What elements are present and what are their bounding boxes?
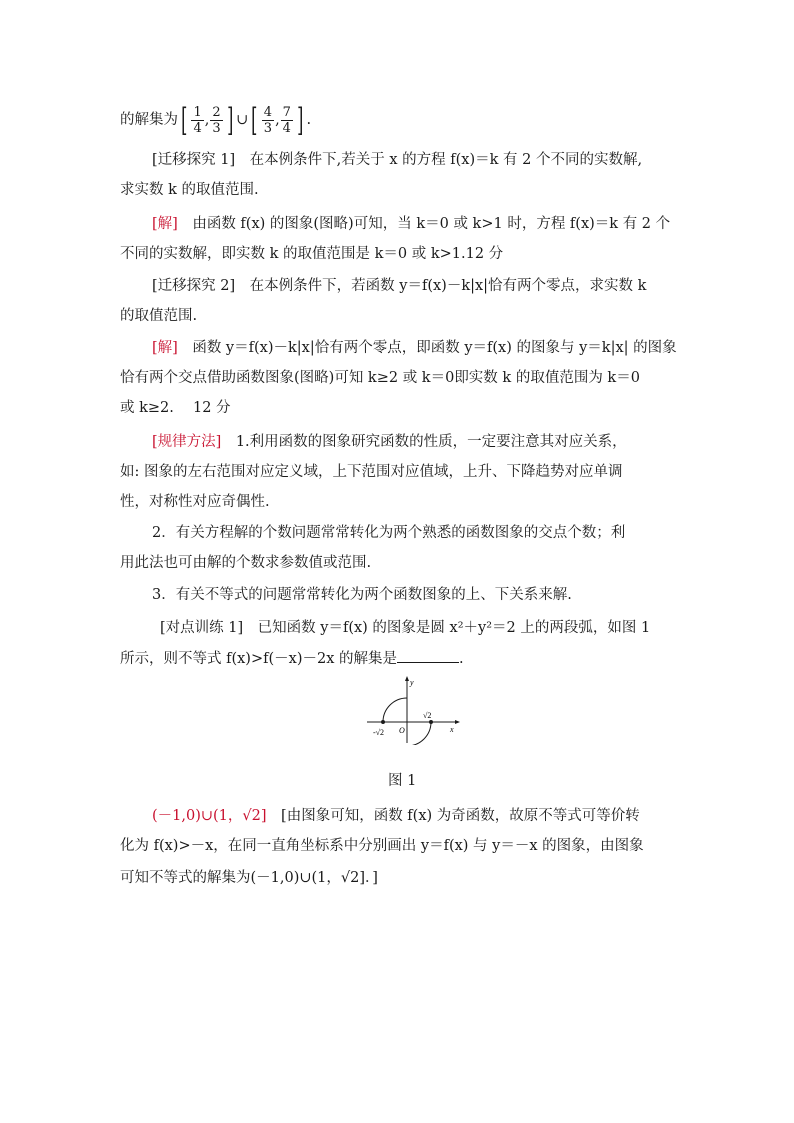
method-2: 2．有关方程解的个数问题常常转化为两个熟悉的函数图象的交点个数；利 [152, 525, 626, 541]
union-symbol: ∪ [236, 112, 249, 128]
lower-right-arc [407, 722, 431, 745]
solution-1: [解] 由函数 f(x) 的图象(图略)可知，当 k＝0 或 k>1 时，方程 f(x)＝k 有 2 个 [152, 216, 671, 232]
method-tag: [规律方法] [152, 434, 222, 450]
fraction-2-3: $\frac{2}{3}$ [212, 104, 221, 136]
answer: (－1,0)∪(1，√2] [由图象可知，函数 f(x) 为奇函数，故原不等式可等价转 [152, 808, 640, 824]
fraction-4-3: $\frac{4}{3}$ [263, 104, 273, 136]
solution-2: [解] 函数 y＝f(x)－k|x|恰有两个零点，即函数 y＝f(x) 的图象与 y＝k|x| 的图象 [152, 340, 677, 356]
solution-1-cont: 不同的实数解，即实数 k 的取值范围是 k＝0 或 k>1.12 分 [120, 246, 504, 262]
practice-problem-cont: 所示，则不等式 f(x)>f(－x)－2x 的解集是 . [120, 648, 680, 669]
right-endpoint [429, 720, 433, 724]
circle-arcs-figure [365, 675, 465, 745]
answer-value: (－1,0)∪(1，√2] [152, 808, 267, 824]
transfer-exploration-2: [迁移探究 2] 在本例条件下，若函数 y＝f(x)－k|x|恰有两个零点，求实数 k [152, 278, 647, 294]
transfer-exploration-2-cont: 的取值范围. [120, 308, 198, 324]
solution-2-end: 或 k≥2. 12 分 [120, 400, 231, 416]
method-3: 3．有关不等式的问题常常转化为两个函数图象的上、下关系来解. [152, 587, 572, 603]
transfer-exploration-1: [迁移探究 1] 在本例条件下,若关于 x 的方程 f(x)＝k 有 2 个不同的实数解, [152, 152, 643, 168]
pos-sqrt2-label: √2 [423, 711, 432, 720]
y-axis-arrow [405, 676, 409, 681]
method-heading: [规律方法] 1.利用函数的图象研究函数的性质，一定要注意其对应关系， [152, 434, 627, 450]
method-2-cont: 用此法也可由解的个数求参数值或范围. [120, 555, 372, 571]
solution-set-line: 的解集为[ $\frac{1}{4}$ , $\frac{2}{3}$ ] ∪[ $\frac{4}{3}$ , $\frac{7}{4}$ ] . [120, 101, 312, 139]
origin-label: O [399, 726, 405, 735]
method-1-cont: 如: 图象的左右范围对应定义域，上下范围对应值域，上升、下降趋势对应单调 [120, 464, 623, 480]
left-endpoint [381, 720, 385, 724]
method-1-end: 性，对称性对应奇偶性. [120, 494, 270, 510]
figure-caption: 图 1 [388, 773, 417, 789]
upper-left-arc [383, 698, 407, 722]
solution-tag: [解] [152, 340, 178, 356]
practice-problem: [对点训练 1] 已知函数 y＝f(x) 的图象是圆 x²＋y²＝2 上的两段弧，如图 1 [160, 620, 651, 636]
neg-sqrt2-label: -√2 [373, 728, 385, 737]
x-label: x [450, 725, 454, 734]
x-axis-arrow [455, 720, 460, 724]
solution-prefix: 的解集为 [120, 112, 178, 128]
fraction-7-4: $\frac{7}{4}$ [282, 104, 291, 136]
solution-tag: [解] [152, 216, 178, 232]
answer-blank [397, 648, 459, 663]
y-label: y [410, 678, 414, 687]
answer-end: 可知不等式的解集为(－1,0)∪(1，√2]．] [120, 870, 378, 886]
fraction-1-4: $\frac{1}{4}$ [193, 104, 202, 136]
solution-2-cont: 恰有两个交点借助函数图象(图略)可知 k≥2 或 k＝0即实数 k 的取值范围为 k＝0 [120, 370, 640, 386]
answer-cont: 化为 f(x)>－x，在同一直角坐标系中分别画出 y＝f(x) 与 y＝－x 的图象，由图象 [120, 838, 644, 854]
transfer-exploration-1-cont: 求实数 k 的取值范围. [120, 182, 259, 198]
